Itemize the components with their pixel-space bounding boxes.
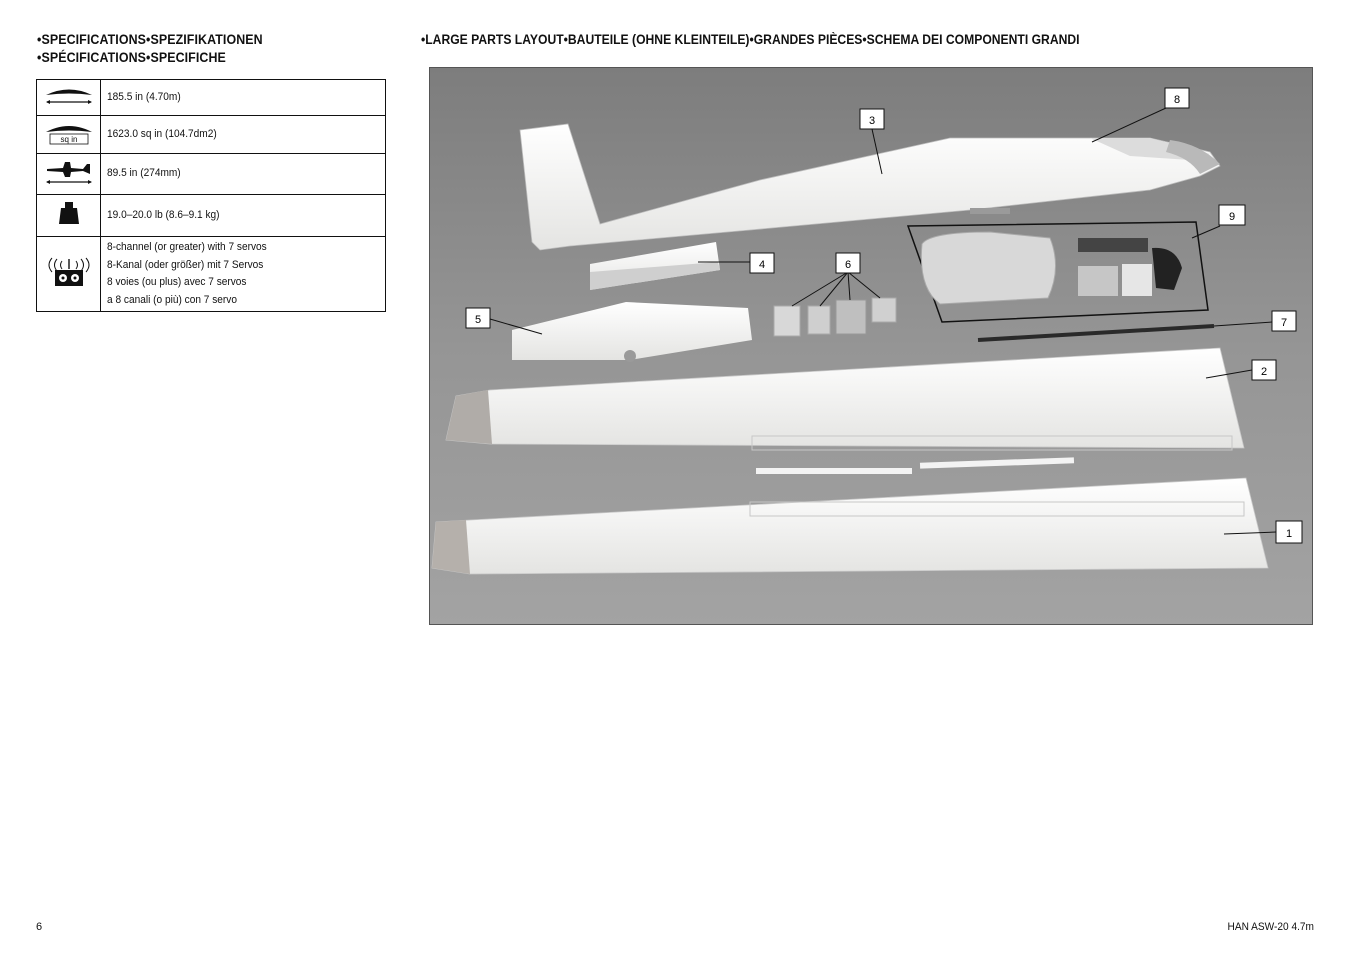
spec-row-radio	[37, 237, 386, 312]
page-number: 6	[36, 921, 43, 933]
spec-row-length	[37, 154, 386, 195]
svg-text:7: 7	[1280, 317, 1288, 329]
specifications-table	[36, 79, 386, 312]
spec-row-weight	[37, 195, 386, 237]
length-icon	[37, 154, 101, 195]
wingspan-icon	[37, 80, 101, 116]
svg-text:1: 1	[1285, 528, 1293, 540]
model-name: HAN ASW-20 4.7m	[1227, 921, 1314, 933]
svg-text:3: 3	[868, 115, 876, 127]
svg-text:8: 8	[1173, 94, 1181, 106]
spec-value-length: 89.5 in (274mm)	[101, 154, 386, 195]
wing-strip-left	[756, 468, 912, 474]
specifications-heading-line2: •SPÉCIFICATIONS•SPECIFICHE	[37, 50, 226, 65]
weight-icon	[37, 195, 101, 237]
spec-row-wing-area	[37, 116, 386, 154]
svg-text:2: 2	[1260, 366, 1268, 378]
radio-line-fr: 8 voies (ou plus) avec 7 servos	[107, 276, 247, 288]
radio-line-it: a 8 canali (o più) con 7 servo	[107, 293, 237, 306]
parts-layout-heading: •LARGE PARTS LAYOUT•BAUTEILE (OHNE KLEINTEILE)•GRANDES PIÈCES•SCHEMA DEI COMPONENTI GRANDI	[421, 32, 1080, 47]
spec-value-weight: 19.0–20.0 lb (8.6–9.1 kg)	[101, 195, 386, 237]
specifications-heading	[37, 31, 368, 67]
svg-text:6: 6	[844, 259, 852, 271]
spec-value-radio	[101, 237, 386, 312]
wing-area-icon-text: sq in	[60, 135, 77, 144]
radio-line-en: 8-channel (or greater) with 7 servos	[107, 241, 267, 253]
wing-area-icon	[37, 116, 101, 154]
radio-transmitter-icon	[37, 237, 101, 312]
spec-row-wingspan	[37, 80, 386, 116]
svg-text:4: 4	[758, 259, 766, 271]
spec-value-wingspan: 185.5 in (4.70m)	[101, 80, 386, 116]
specifications-heading-line1: •SPECIFICATIONS•SPEZIFIKATIONEN	[37, 32, 263, 47]
radio-line-de: 8-Kanal (oder größer) mit 7 Servos	[107, 258, 264, 271]
parts-layout-photo	[429, 67, 1313, 625]
svg-text:5: 5	[474, 314, 482, 326]
svg-text:9: 9	[1228, 211, 1236, 223]
spec-value-wing-area: 1623.0 sq in (104.7dm2)	[101, 116, 386, 154]
